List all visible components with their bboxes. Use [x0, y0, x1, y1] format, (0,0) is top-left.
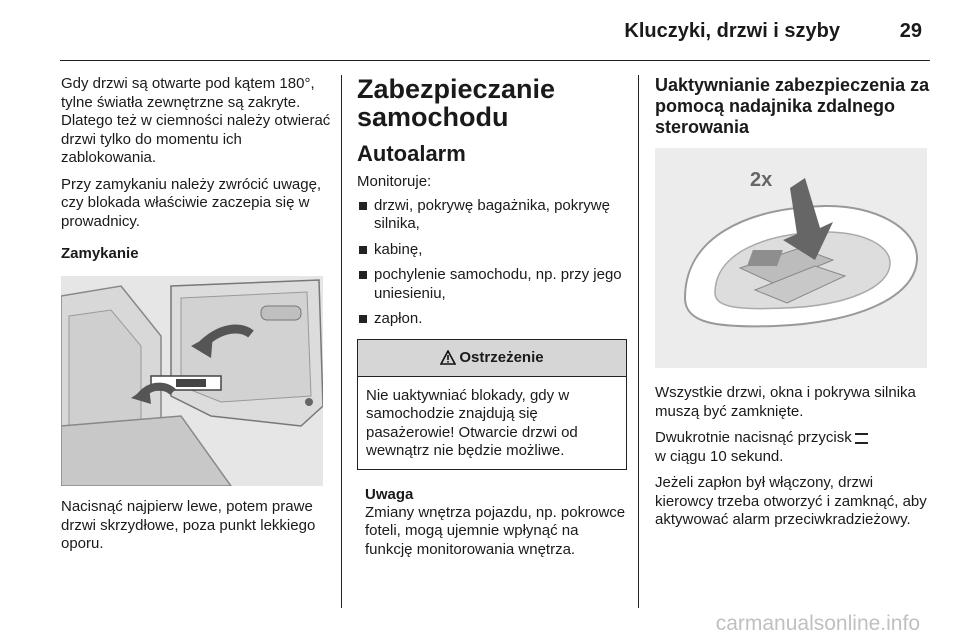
paragraph-monitors: Monitoruje:	[357, 173, 432, 190]
paragraph-ignition-note: Jeżeli zapłon był włączony, drzwi kierowcy trzeba otworzyć i zamknąć, aby aktywować alarm przeciwkradzieżowy.	[655, 474, 927, 528]
page-number: 29	[899, 20, 922, 42]
lock-button-icon	[855, 433, 868, 444]
column-right	[655, 75, 930, 538]
heading-vehicle-security: Zabezpieczanie samochodu	[357, 74, 556, 132]
warning-box	[357, 339, 627, 470]
paragraph-close-all: Wszystkie drzwi, okna i pokrywa silnika muszą być zamknięte.	[655, 384, 916, 420]
rear-door-illustration	[61, 276, 323, 486]
heading-alarm: Autoalarm	[357, 141, 466, 166]
warning-triangle-icon	[440, 350, 456, 365]
subheading-closing: Zamykanie	[61, 245, 139, 262]
note-body: Zmiany wnętrza pojazdu, np. pokrowce foteli, mogą ujemnie wpłynąć na funkcję monitorowania wnętrza.	[365, 503, 626, 558]
list-item: pochylenie samochodu, np. przy jego uniesieniu,	[357, 266, 627, 303]
warning-title: Ostrzeżenie	[459, 349, 544, 366]
press-twice-label: 2x	[750, 169, 773, 191]
column-divider-2	[638, 75, 639, 608]
warning-header	[358, 340, 626, 377]
section-title: Kluczyki, drzwi i szyby	[624, 20, 840, 42]
paragraph-press-doors: Nacisnąć najpierw lewe, potem prawe drzwi skrzydłowe, poza punkt lekkiego oporu.	[61, 498, 316, 552]
column-divider-1	[341, 75, 342, 608]
note-label: Uwaga	[365, 485, 414, 503]
monitor-list	[357, 197, 627, 329]
list-item: kabinę,	[357, 241, 627, 260]
paragraph-lock-guide: Przy zamykaniu należy zwrócić uwagę, czy blokada właściwie zaczepia się w prowadnicy.	[61, 175, 322, 230]
column-middle	[357, 75, 627, 559]
page-header	[60, 0, 930, 61]
list-item: drzwi, pokrywę bagażnika, pokrywę silnika,	[357, 197, 627, 234]
paragraph-door-angle: Gdy drzwi są otwarte pod kątem 180°, tylne światła zewnętrzne są zakryte. Dlatego też w ciemności należy otwierać drzwi tylko do momentu ich zablokowania.	[61, 75, 331, 166]
watermark: carmanualsonline.info	[715, 612, 920, 635]
heading-remote-activation: Uaktywnianie zabezpieczenia za pomocą nadajnika zdalnego sterowania	[655, 75, 930, 137]
press-button-text: Dwukrotnie nacisnąć przycisk	[655, 429, 852, 446]
list-item: zapłon.	[357, 310, 627, 329]
remote-key-illustration	[655, 148, 927, 368]
column-left	[61, 75, 331, 562]
note-block	[357, 486, 627, 560]
warning-body: Nie uaktywniać blokady, gdy w samochodzie znajdują się pasażerowie! Otwarcie drzwi od wewnątrz nie będzie możliwe.	[366, 386, 578, 459]
press-button-time: w ciągu 10 sekund.	[655, 447, 784, 465]
paragraph-press-button	[655, 429, 930, 466]
